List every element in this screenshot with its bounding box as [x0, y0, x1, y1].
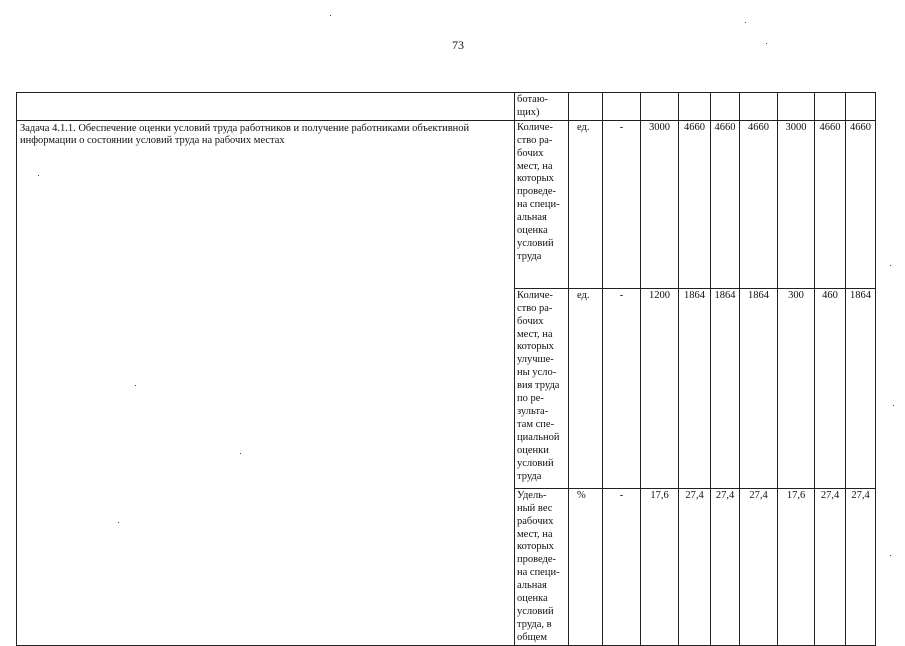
- value-cell: 27,4: [846, 488, 876, 645]
- task-cell-empty: [17, 93, 515, 121]
- value-cell: [778, 93, 815, 121]
- scan-speck: [38, 175, 39, 176]
- table-row-continuation: [17, 93, 876, 121]
- value-cell: 27,4: [679, 488, 711, 645]
- scan-speck: [135, 385, 136, 386]
- value-cell: 1864: [846, 288, 876, 488]
- value-cell: [711, 93, 740, 121]
- base-value-cell: -: [603, 288, 641, 488]
- value-cell: 4660: [815, 120, 846, 288]
- base-value-cell: [603, 93, 641, 121]
- base-value-cell: -: [603, 488, 641, 645]
- indicator-name-cell: ботаю- щих): [515, 93, 569, 121]
- value-cell: 27,4: [740, 488, 778, 645]
- scan-speck: [766, 43, 767, 44]
- indicator-name-cell: Количе- ство ра- бочих мест, на которых проведе- на специ- альная оценка условий труда: [515, 120, 569, 288]
- value-cell: 17,6: [778, 488, 815, 645]
- scan-speck: [893, 405, 894, 406]
- value-cell: [740, 93, 778, 121]
- value-cell: 4660: [846, 120, 876, 288]
- indicator-name-cell: Количе- ство ра- бочих мест, на которых улучше- ны усло- вия труда по ре- зульта- там спе- циальной оценки условий труда: [515, 288, 569, 488]
- value-cell: [846, 93, 876, 121]
- value-cell: 27,4: [815, 488, 846, 645]
- value-cell: 4660: [679, 120, 711, 288]
- value-cell: 1864: [740, 288, 778, 488]
- unit-cell: [569, 93, 603, 121]
- value-cell: 1864: [679, 288, 711, 488]
- task-description-cell: Задача 4.1.1. Обеспечение оценки условий труда работников и получение работниками объективной информации о состоянии условий труда на рабочих местах: [17, 120, 515, 488]
- table-row: [17, 488, 876, 645]
- value-cell: 3000: [778, 120, 815, 288]
- unit-cell: %: [569, 488, 603, 645]
- base-value-cell: -: [603, 120, 641, 288]
- table-row: [17, 120, 876, 288]
- unit-cell: ед.: [569, 288, 603, 488]
- scan-speck: [118, 522, 119, 523]
- page-number: 73: [452, 38, 464, 52]
- unit-cell: ед.: [569, 120, 603, 288]
- value-cell: [641, 93, 679, 121]
- value-cell: [815, 93, 846, 121]
- value-cell: 460: [815, 288, 846, 488]
- value-cell: 17,6: [641, 488, 679, 645]
- value-cell: 4660: [711, 120, 740, 288]
- scan-speck: [890, 265, 891, 266]
- program-indicators-table: [16, 92, 876, 646]
- task-cell-empty: [17, 488, 515, 645]
- scan-speck: [330, 15, 331, 16]
- value-cell: [679, 93, 711, 121]
- value-cell: 1864: [711, 288, 740, 488]
- scan-speck: [240, 453, 241, 454]
- value-cell: 3000: [641, 120, 679, 288]
- value-cell: 1200: [641, 288, 679, 488]
- value-cell: 300: [778, 288, 815, 488]
- indicator-name-cell: Удель- ный вес рабочих мест, на которых проведе- на специ- альная оценка условий труда, в общем: [515, 488, 569, 645]
- scan-speck: [745, 22, 746, 23]
- scan-speck: [890, 555, 891, 556]
- value-cell: 27,4: [711, 488, 740, 645]
- value-cell: 4660: [740, 120, 778, 288]
